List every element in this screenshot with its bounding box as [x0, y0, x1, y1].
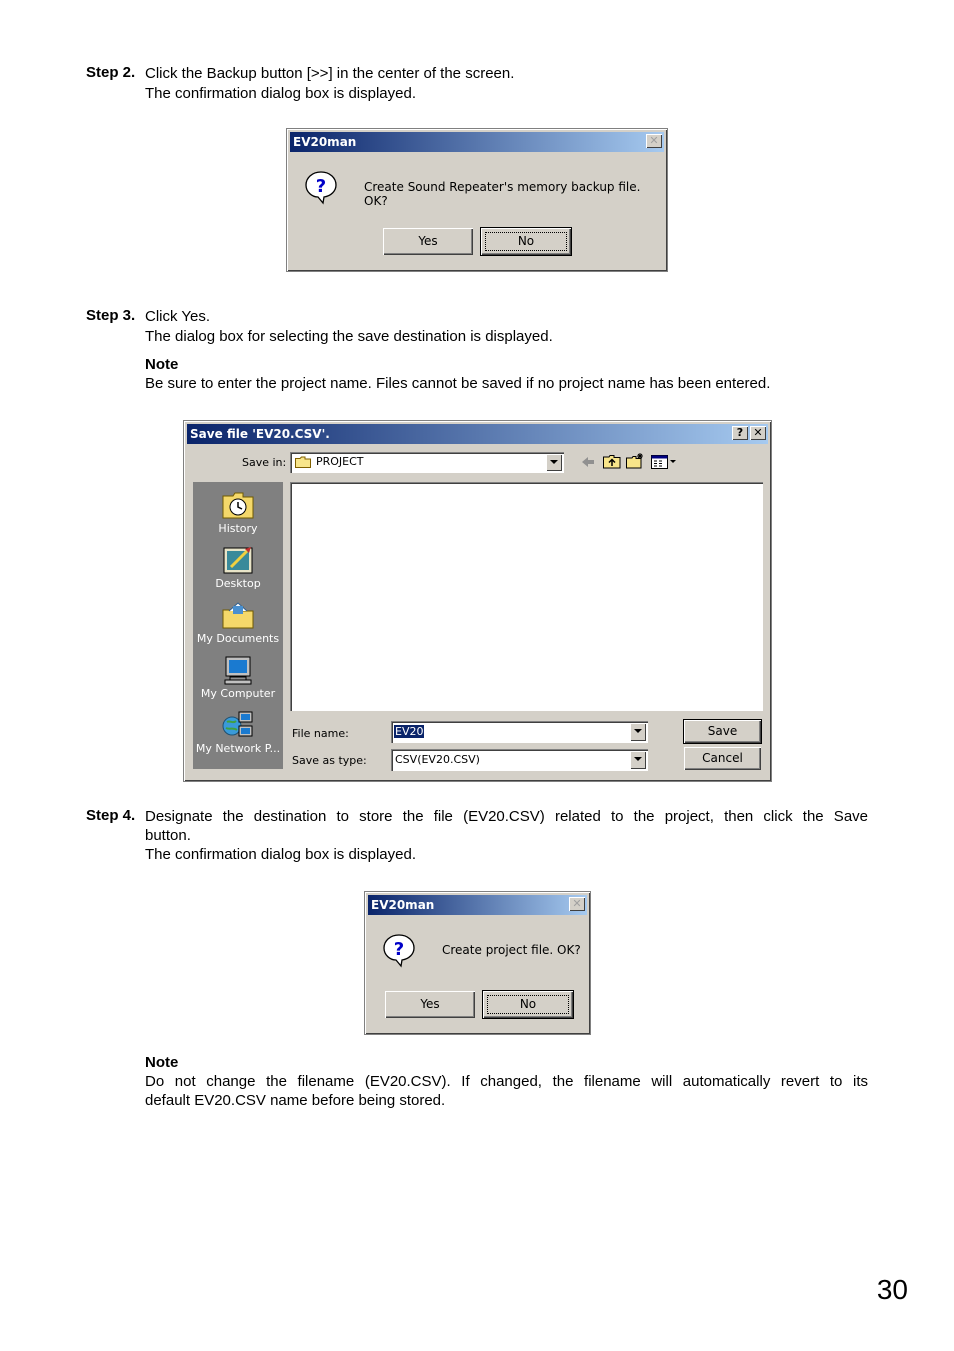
note-text: Be sure to enter the project name. Files cannot be saved if no project name has been entered.	[145, 375, 771, 392]
places-bar	[193, 482, 283, 769]
places-my-documents-label: My Documents	[196, 632, 280, 645]
places-history[interactable]	[193, 490, 283, 535]
note2-text-line2: default EV20.CSV name before being stored.	[145, 1092, 446, 1109]
no-button[interactable]	[481, 228, 571, 255]
save-in-label: Save in:	[242, 456, 287, 469]
places-history-label: History	[218, 522, 258, 535]
step3-label: Step 3.	[86, 307, 136, 324]
yes-button-label: Yes	[420, 997, 440, 1011]
view-menu-icon[interactable]	[651, 455, 677, 469]
backup-confirm-dialog	[286, 128, 668, 272]
places-my-computer-label: My Computer	[200, 687, 276, 700]
dialog-message: Create Sound Repeater's memory backup file. OK?	[364, 180, 641, 208]
desktop-icon	[221, 545, 255, 575]
save-dialog-title: Save file 'EV20.CSV'.	[190, 427, 330, 441]
places-my-computer[interactable]	[193, 655, 283, 700]
page-number: 30	[876, 1274, 908, 1305]
back-icon[interactable]	[580, 455, 596, 469]
file-name-input[interactable]	[391, 721, 648, 743]
places-desktop[interactable]	[193, 545, 283, 590]
no-button[interactable]	[483, 991, 573, 1018]
question-icon	[303, 169, 339, 205]
save-type-label: Save as type:	[292, 754, 367, 767]
file-list[interactable]	[290, 482, 763, 711]
no-button-label: No	[519, 997, 537, 1011]
dialog-titlebar	[290, 132, 664, 152]
dialog-title: EV20man	[371, 898, 435, 912]
chevron-down-icon[interactable]	[630, 723, 646, 741]
places-my-network-label: My Network P...	[195, 742, 281, 755]
chevron-down-icon[interactable]	[630, 751, 646, 769]
file-name-label: File name:	[292, 727, 349, 740]
dialog-titlebar	[368, 895, 587, 915]
close-icon[interactable]: ✕	[646, 134, 662, 148]
step2-result: The confirmation dialog box is displayed.	[145, 85, 416, 102]
chevron-down-icon[interactable]	[546, 454, 562, 471]
dialog-message: Create project file. OK?	[442, 943, 581, 957]
cancel-button-label: Cancel	[702, 751, 743, 765]
save-in-dropdown[interactable]	[290, 452, 564, 473]
close-icon[interactable]: ✕	[750, 426, 766, 440]
svg-text:?: ?	[393, 939, 405, 960]
yes-button-label: Yes	[418, 234, 438, 248]
step4-instruction: Designate the destination to store the file (EV20.CSV) related to the project, then click the Save	[145, 808, 868, 825]
step4-result: The confirmation dialog box is displayed.	[145, 846, 416, 863]
save-dialog-titlebar	[187, 424, 768, 444]
question-icon	[381, 932, 417, 968]
step2-instruction: Click the Backup button [>>] in the center of the screen.	[145, 65, 515, 82]
save-type-dropdown[interactable]	[391, 749, 648, 771]
step3-instruction: Click Yes.	[145, 308, 211, 325]
project-confirm-dialog	[364, 891, 591, 1035]
new-folder-icon[interactable]	[626, 453, 644, 469]
file-name-value: EV20	[395, 725, 424, 738]
yes-button[interactable]	[385, 991, 475, 1018]
note2-text-line1: Do not change the filename (EV20.CSV). If changed, the filename will automatically revert to its	[145, 1073, 868, 1090]
my-network-icon	[221, 710, 255, 740]
no-button-label: No	[517, 234, 535, 248]
history-icon	[221, 490, 255, 520]
up-folder-icon[interactable]	[603, 454, 621, 469]
step3-result: The dialog box for selecting the save destination is displayed.	[145, 328, 553, 345]
cancel-button[interactable]	[684, 747, 761, 770]
places-my-network[interactable]	[193, 710, 283, 755]
my-documents-icon	[221, 600, 255, 630]
close-icon[interactable]: ✕	[569, 897, 585, 911]
save-button-label: Save	[707, 724, 738, 738]
step4-instruction-cont: button.	[145, 827, 191, 844]
dialog-title: EV20man	[293, 135, 357, 149]
step4-label: Step 4.	[86, 807, 136, 824]
places-desktop-label: Desktop	[215, 577, 261, 590]
note2-title: Note	[145, 1054, 179, 1071]
help-icon[interactable]: ?	[732, 426, 748, 440]
save-type-value: CSV(EV20.CSV)	[395, 753, 480, 766]
places-my-documents[interactable]	[193, 600, 283, 645]
note-title: Note	[145, 356, 179, 373]
svg-text:?: ?	[315, 176, 327, 197]
my-computer-icon	[221, 655, 255, 685]
save-file-dialog	[183, 420, 772, 782]
folder-icon	[295, 456, 311, 468]
save-in-value: PROJECT	[316, 455, 364, 468]
save-button[interactable]	[684, 720, 761, 743]
yes-button[interactable]	[383, 228, 473, 255]
step2-label: Step 2.	[86, 64, 136, 81]
